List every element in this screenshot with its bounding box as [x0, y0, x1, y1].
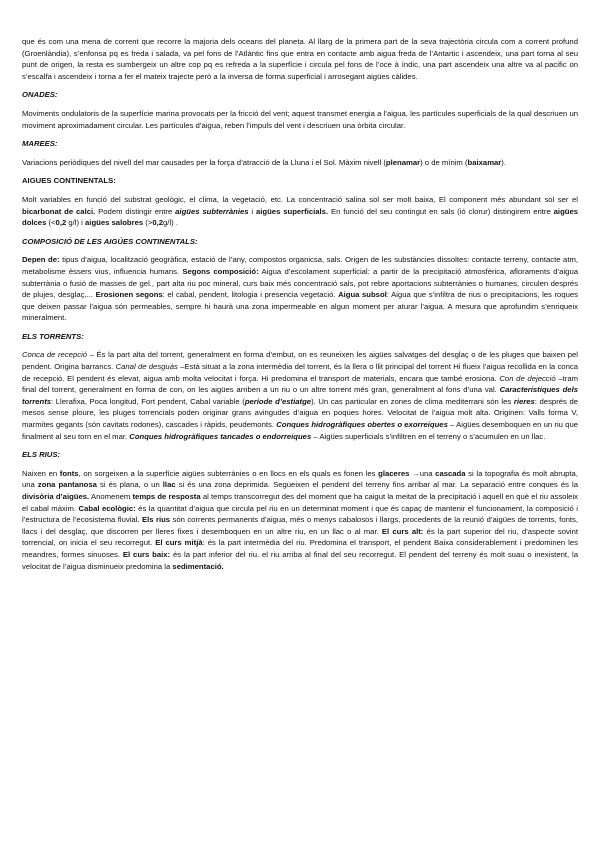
torrents-paragraph	[22, 349, 578, 442]
text-run: és la part inferior del riu. el riu arriba al final del seu recorregut. El pendent del terreny és molt suau o inexistent, la velocitat de l’aigua disminueix predomina la	[22, 549, 578, 571]
text-run: tipus d’aigua, localització geogràfica, estació de l’any, compostos organicsa, sals. Origen de les substàncies dissoltes: contacte terreny, contacte atm, metabolisme èssers vius, influencia humans.	[22, 255, 578, 276]
text-run: – És la part alta del torrent, generalment en forma d’embut, on es reuneixen les aigües salvatges del desglaç o de les pluges que baixen pel pendent. Origina barrancs.	[22, 350, 578, 372]
text-run: és la quantitat d’aigua que circula pel riu en un determinat moment i que és capaç de mantenir el funcionament, la composició i l’estructura de l’ecosistema fluvial.	[22, 503, 578, 525]
heading-composicio: COMPOSICIÓ DE LES AIGÜES CONTINENTALS:	[22, 236, 198, 246]
text-run: –Està situat a la zona intermèdia del torrent, és la llera o llit principal del torrent Hi flueix l’aigua recollida en la conca de recepció. El pendent és elevat, aigua amb molta velocitat i força. Hi predomina el transport de materials, encara que també erosiona.	[22, 362, 578, 383]
emphasis-run: Els rius	[141, 515, 171, 525]
emphasis-run: aigües superficials.	[256, 206, 329, 216]
emphasis-run: Canal de desguàs	[115, 362, 178, 372]
text-run: : el cabal, pendent, litologia i presencia vegetació.	[162, 290, 339, 300]
text-run: són corrents permanents d’aigua, més o menys cabalosos i llargs, procedents de la reunió d’aigües de torrents, fonts, llacs i del desglaç, que discorren per lleres fixes i desemboquen en un altre riu, en un llac o al mar.	[22, 515, 578, 536]
text-run: – Aigües desemboquen en un riu que finalment al seu torn en el mar.	[22, 420, 578, 441]
text-run: Anomenem	[89, 492, 133, 501]
emphasis-run: Conques hidrogràfiques obertes o exorreiques	[276, 420, 448, 430]
emphasis-run: fonts	[59, 468, 79, 478]
emphasis-run: temps de resposta	[132, 492, 201, 501]
emphasis-run: Cabal ecològic:	[78, 503, 136, 513]
emphasis-run: bicarbonat de calci.	[22, 206, 96, 216]
emphasis-run: rieres	[513, 396, 535, 406]
emphasis-run: zona pantanosa	[37, 480, 97, 490]
emphasis-run: glaceres	[378, 468, 410, 478]
text-run: – Aigües superficials s’infiltren en el terreny o s’acumulen en un llac.	[311, 431, 546, 441]
text-run: és la part superior del riu, d’aspecte sovint torrencial, on inicia el seu recorregut.	[22, 526, 579, 548]
heading-aigues-continentals: AIGUES CONTINENTALS:	[22, 176, 116, 186]
composicio-paragraph	[22, 254, 578, 324]
text-run: (>	[143, 218, 153, 228]
emphasis-run: Conca de recepció	[22, 350, 88, 360]
text-run: : és la part intermèdia del riu. Predomina el transport, el pendent Baixa considerablement i predominen les meandres, formes sinuoses.	[22, 538, 578, 559]
heading-rius: ELS RIUS:	[22, 450, 61, 460]
emphasis-run: plenamar	[385, 157, 421, 167]
emphasis-run: sedimentació.	[172, 561, 224, 571]
text-run: : Aigua que s’infiltra de rius o precipitacions, les roques que deixen passar l’aigua són permeables, sempre hi haurà una zona impermeable en algun moment per aturar l’aigua. A mesura que aprofundim s’enriqueix mineralment.	[22, 290, 578, 323]
continentals-paragraph	[22, 194, 578, 229]
text-run: Moviments ondulatoris de la superfície marina provocats per la fricció del vent; aquest transmet energia a l’aigua, les partícules superficials de la qual descriuen un moviment aproximadament circular. Les partícules d’aigua, reben l’impuls del vent i descriuen una òrbita circular.	[22, 108, 578, 130]
emphasis-run: aigües dolces	[22, 206, 579, 228]
emphasis-run: El curs alt:	[381, 526, 424, 536]
text-run: Variacions periòdiques del nivell del mar causades per la força d’atracció de la Lluna i el Sol. Màxim nivell (	[22, 157, 386, 167]
text-run: ). Un cas particular en zones de clima mediterrani són les	[311, 396, 514, 406]
text-run: al temps transcorregut des del moment que ha caigut la meitat de la precipitació i aquell en què el riu assoleix el cabal màxim.	[22, 492, 578, 513]
emphasis-run: Aigua subsol	[338, 290, 387, 300]
emphasis-run: Conques hidrogràfiques tancades o endorreiques	[129, 431, 312, 441]
text-run: –tram final del torrent, generalment en forma de con, on les aigües arriben a un riu o un altre torrent més gran, generalment al fons d’una val.	[22, 373, 578, 395]
text-run: : després de mesos sense ploure, les pluges torrencials poden originar grans avingudes d’aigua en poques hores. Velocitat de l’aigua molt alta. Originen: Valls forma V, marmites gegants (són cavitats rodones), cascades i ràpids, peudemonts.	[22, 396, 579, 430]
heading-marees: MAREES:	[22, 139, 58, 149]
text-run: En funció del seu contingut en sals (ió clorur) distingirem entre	[328, 206, 554, 216]
emphasis-run: cascada	[435, 468, 466, 478]
text-run: ).	[501, 157, 506, 167]
text-run: g/l) i	[66, 218, 86, 228]
text-run: →una	[409, 468, 436, 478]
text-run: si la topografia és molt abrupta, una	[22, 468, 578, 490]
emphasis-run: Erosionen segons	[95, 290, 163, 300]
text-run: : Llerafixa, Poca longitud, Fort pendent, Cabal variable (	[51, 396, 245, 406]
text-run: g/l) .	[163, 218, 178, 228]
rius-paragraph	[22, 468, 578, 572]
emphasis-run: aigües subterrànies	[175, 206, 249, 216]
heading-onades: ONADES:	[22, 90, 58, 100]
text-run: Aigua d’escolament superficial: a partir de la precipitació atmosfèrica, afloraments d’aigua subterrània o fusió de masses de gel., part alta riu poc mineral, curs baix més concentració sals, pot rebre aportacions subterrànies o humanes, circulen després de plujes, desglaç,...	[22, 266, 578, 300]
emphasis-run: divisòria d’aigües.	[22, 492, 90, 501]
text-run: Molt variables en funció del substrat geològic, el clima, la vegetació, etc. La concentració salina sol ser molt baixa, El component més abundant sol ser el	[22, 194, 578, 204]
text-run: , on sorgeixen a la superfície aigües subterrànies o en llocs en els quals es fonen les	[78, 468, 379, 478]
heading-torrents: ELS TORRENTS:	[22, 331, 84, 341]
text-run: Naixen en	[22, 468, 60, 478]
emphasis-run: 0,2	[152, 218, 164, 228]
text-run: i	[248, 206, 256, 216]
emphasis-run: aigües salobres	[85, 218, 144, 228]
emphasis-run: Depen de:	[22, 255, 60, 265]
emphasis-run: Característiques dels torrents	[22, 385, 578, 406]
text-run: si és una zona deprimida. Segueixen el pendent del terreny fins arribar al mar. La separació entre conques és la	[175, 480, 579, 490]
text-run: ) o de mínim (	[420, 157, 468, 167]
emphasis-run: Segons composició:	[182, 266, 259, 276]
emphasis-run: baixamar	[467, 157, 502, 167]
text-run: Podem distingir entre	[95, 206, 176, 216]
emphasis-run: llac	[162, 480, 176, 490]
emphasis-run: El curs baix:	[122, 549, 171, 559]
onades-paragraph	[22, 108, 578, 131]
emphasis-run: Con de dejecció	[499, 373, 556, 383]
text-run: (<	[46, 218, 56, 228]
text-run: si és plana, o un	[96, 480, 163, 490]
intro-paragraph	[22, 36, 578, 82]
marees-paragraph	[22, 157, 578, 169]
emphasis-run: 0,2	[55, 218, 67, 228]
text-run: que és com una mena de corrent que recorre la majoria dels oceans del planeta. Al llarg de la primera part de la seva trajectòria circula com a corrent profund (Groenlàndia), s’enfonsa pq es freda i salada, va pel fons de l’Atlàntic fins que entra en contacte amb aigua freda de l’Antartic i ascendeix, una part torna al seu punt de origen, la resta es sumbergeix un altre cop pq es refreda a la superfície i circula pel fons de l’oce à índic, una part ascendeix una altre va al pacific on s’escalfa i ascendeix i torna a fer el mateix trajecte però a la inversa de forma superficial i arrosegant aigües càlides.	[22, 37, 578, 81]
emphasis-run: període d’estiatge	[244, 396, 312, 406]
emphasis-run: El curs mitjà	[155, 538, 203, 548]
